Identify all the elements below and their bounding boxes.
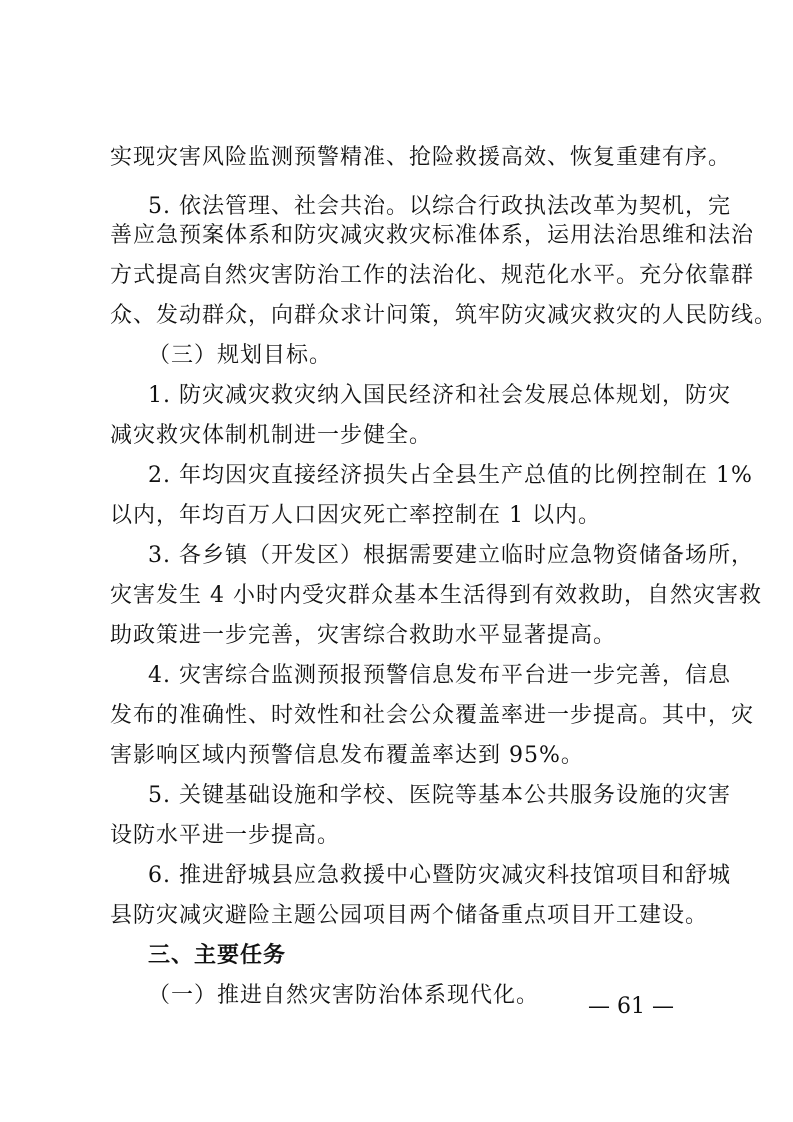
subsection-heading: （一）推进自然灾害防治体系现代化。	[148, 983, 540, 1008]
body-text-line: 6. 推进舒城县应急救援中心暨防灾减灾科技馆项目和舒城	[148, 863, 731, 888]
body-text-line: 众、发动群众，向群众求计问策，筑牢防灾减灾救灾的人民防线。	[110, 303, 778, 328]
body-text-line: 助政策进一步完善，灾害综合救助水平显著提高。	[110, 623, 617, 648]
body-text-line: 3. 各乡镇（开发区）根据需要建立临时应急物资储备场所，	[148, 543, 754, 568]
body-text-line: 减灾救灾体制机制进一步健全。	[110, 423, 433, 448]
body-text-line: 县防灾减灾避险主题公园项目两个储备重点项目开工建设。	[110, 903, 709, 928]
body-text-line: 1. 防灾减灾救灾纳入国民经济和社会发展总体规划，防灾	[148, 383, 731, 408]
body-text-line: 善应急预案体系和防灾减灾救灾标准体系，运用法治思维和法治	[110, 223, 755, 248]
section-heading: （三）规划目标。	[148, 343, 333, 368]
body-text-line: 5. 依法管理、社会共治。以综合行政执法改革为契机，完	[148, 194, 731, 219]
page-number: — 61 —	[588, 994, 674, 1019]
body-text-line: 设防水平进一步提高。	[110, 823, 341, 848]
body-text-line: 5. 关键基础设施和学校、医院等基本公共服务设施的灾害	[148, 783, 731, 808]
body-text-line: 以内，年均百万人口因灾死亡率控制在 1 以内。	[110, 503, 601, 528]
body-text-line: 害影响区域内预警信息发布覆盖率达到 95%。	[110, 743, 584, 768]
major-heading: 三、主要任务	[148, 943, 287, 968]
body-text-line: 灾害发生 4 小时内受灾群众基本生活得到有效救助，自然灾害救	[110, 583, 762, 608]
body-text-line: 发布的准确性、时效性和社会公众覆盖率进一步提高。其中，灾	[110, 703, 755, 728]
body-text-line: 方式提高自然灾害防治工作的法治化、规范化水平。充分依靠群	[110, 263, 755, 288]
body-text-line: 实现灾害风险监测预警精准、抢险救援高效、恢复重建有序。	[110, 145, 732, 170]
body-text-line: 2. 年均因灾直接经济损失占全县生产总值的比例控制在 1%	[148, 463, 753, 488]
body-text-line: 4. 灾害综合监测预报预警信息发布平台进一步完善，信息	[148, 663, 731, 688]
